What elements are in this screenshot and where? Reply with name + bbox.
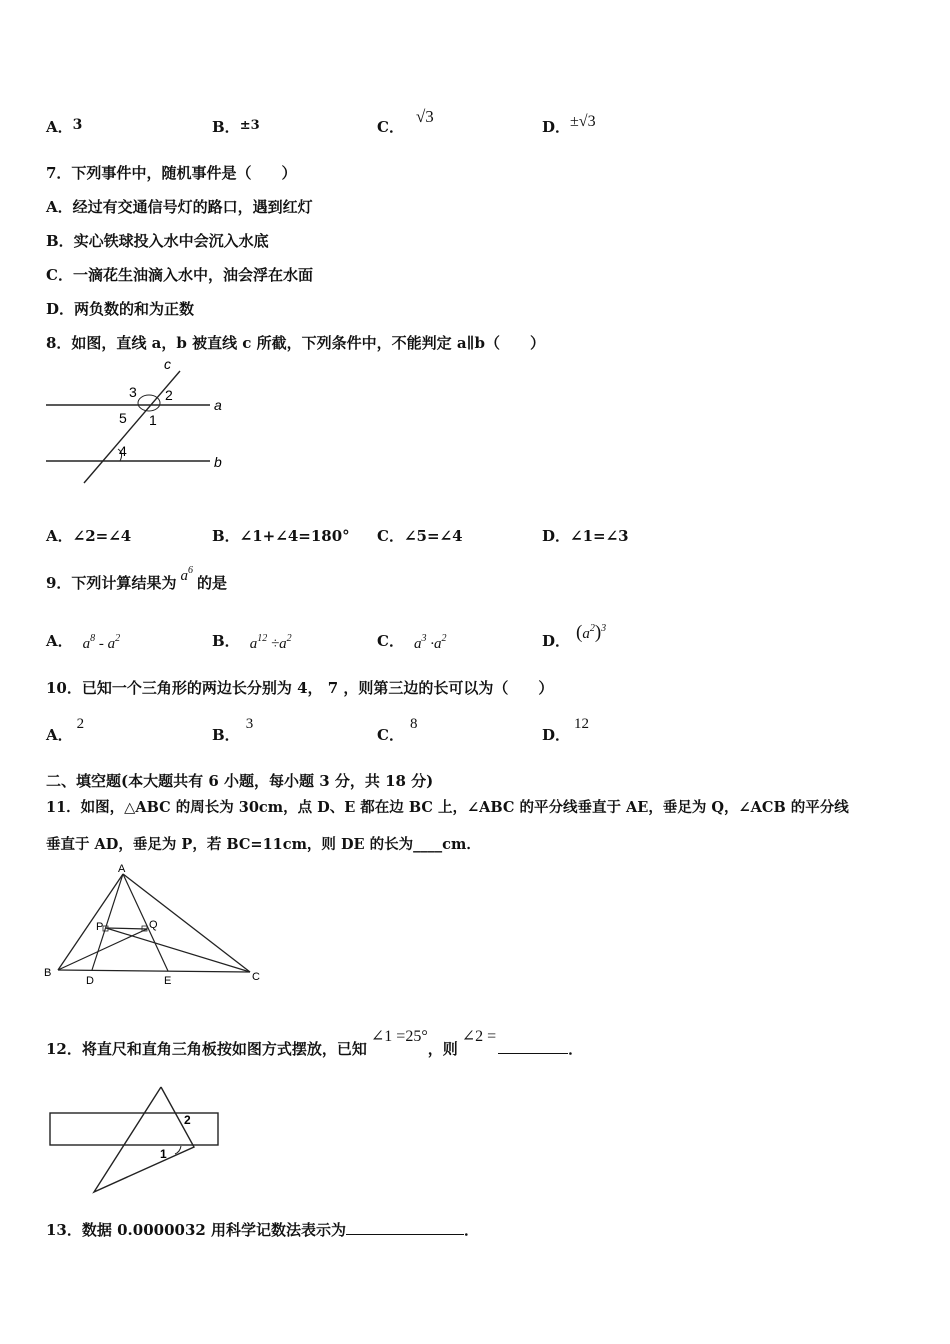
q6-option-a: A．3 (46, 117, 83, 136)
q8-option-b: B．∠1+∠4=180° (212, 527, 350, 545)
q13-answer-blank[interactable] (346, 1220, 464, 1235)
q9-option-b: B． $a^{12} \div a^2$ (212, 632, 292, 652)
q10-stem: 10．已知一个三角形的两边长分别为 4， 7 ，则第三边的长可以为（ ） (46, 679, 554, 697)
label-E: E (164, 975, 172, 987)
q9-stem: 9．下列计算结果为 $a^6$的是 (46, 565, 227, 592)
label-1: 1 (160, 1147, 167, 1161)
label-Q: Q (149, 919, 158, 931)
q7-stem: 7．下列事件中，随机事件是（ ） (46, 164, 297, 182)
q9-option-c: C． $a^3 \cdot a^2$ (377, 632, 447, 652)
label-A: A (118, 863, 126, 875)
q7-option-c: C．一滴花生油滴入水中，油会浮在水面 (46, 266, 313, 284)
q8-option-a: A．∠2=∠4 (46, 527, 132, 545)
q10-option-d: D．12 (542, 716, 590, 744)
q12-figure (44, 1082, 229, 1197)
side-bc (58, 970, 250, 972)
q8-option-c: C．∠5=∠4 (377, 527, 463, 545)
label-4: 4 (119, 443, 127, 459)
q7-option-b: B．实心铁球投入水中会沉入水底 (46, 232, 269, 250)
label-b: b (214, 454, 222, 470)
q10-option-c: C．8 (377, 716, 418, 744)
q6-option-d: D．±√3 (542, 113, 596, 136)
bisector-c (106, 928, 250, 972)
q12-stem: 12．将直尺和直角三角板按如图方式摆放，已知∠1 =25°，则∠2 =． (46, 1028, 584, 1058)
side-ac (123, 874, 250, 972)
q9-option-d: D． $(a^2)^3$ (542, 622, 607, 650)
q8-option-d: D．∠1=∠3 (542, 527, 629, 545)
q13-stem: 13．数据 0.0000032 用科学记数法表示为 ． (46, 1221, 480, 1239)
segment-ae (123, 874, 168, 971)
label-3: 3 (129, 384, 137, 400)
q10-option-a: A．2 (46, 716, 85, 744)
label-2: 2 (184, 1113, 191, 1127)
label-2: 2 (165, 387, 173, 403)
label-c: c (164, 356, 171, 372)
q11-line1: 11．如图，△ABC 的周长为 30cm，点 D、E 都在边 BC 上，∠ABC 的平分线垂直于 AE，垂足为 Q，∠ACB 的平分线 (46, 799, 849, 816)
label-C: C (252, 971, 260, 983)
q12-answer-blank[interactable] (498, 1039, 568, 1054)
label-5: 5 (119, 410, 127, 426)
q6-option-c: C．√3 (377, 107, 434, 136)
q8-stem: 8．如图，直线 a，b 被直线 c 所截，下列条件中，不能判定 a∥b（ ） (46, 334, 546, 352)
q10-option-b: B．3 (212, 716, 254, 744)
segment-pq (106, 928, 147, 929)
label-B: B (44, 967, 52, 979)
label-P: P (96, 921, 104, 933)
label-a: a (214, 397, 222, 413)
q6-option-b: B．±3 (212, 118, 260, 136)
label-1: 1 (149, 412, 157, 428)
q8-figure (40, 355, 240, 490)
angle-arc-top (138, 395, 160, 411)
q11-line2: 垂直于 AD，垂足为 P，若 BC=11cm，则 DE 的长为____cm． (46, 836, 481, 853)
label-D: D (86, 975, 94, 987)
section2-title: 二、填空题(本大题共有 6 小题，每小题 3 分，共 18 分) (46, 772, 434, 790)
q11-figure (40, 862, 270, 992)
q7-option-a: A．经过有交通信号灯的路口，遇到红灯 (46, 198, 313, 216)
triangle-set-square (94, 1087, 194, 1192)
q9-option-a: A． $a^8 - a^2$ (46, 632, 121, 652)
q7-option-d: D．两负数的和为正数 (46, 300, 195, 318)
